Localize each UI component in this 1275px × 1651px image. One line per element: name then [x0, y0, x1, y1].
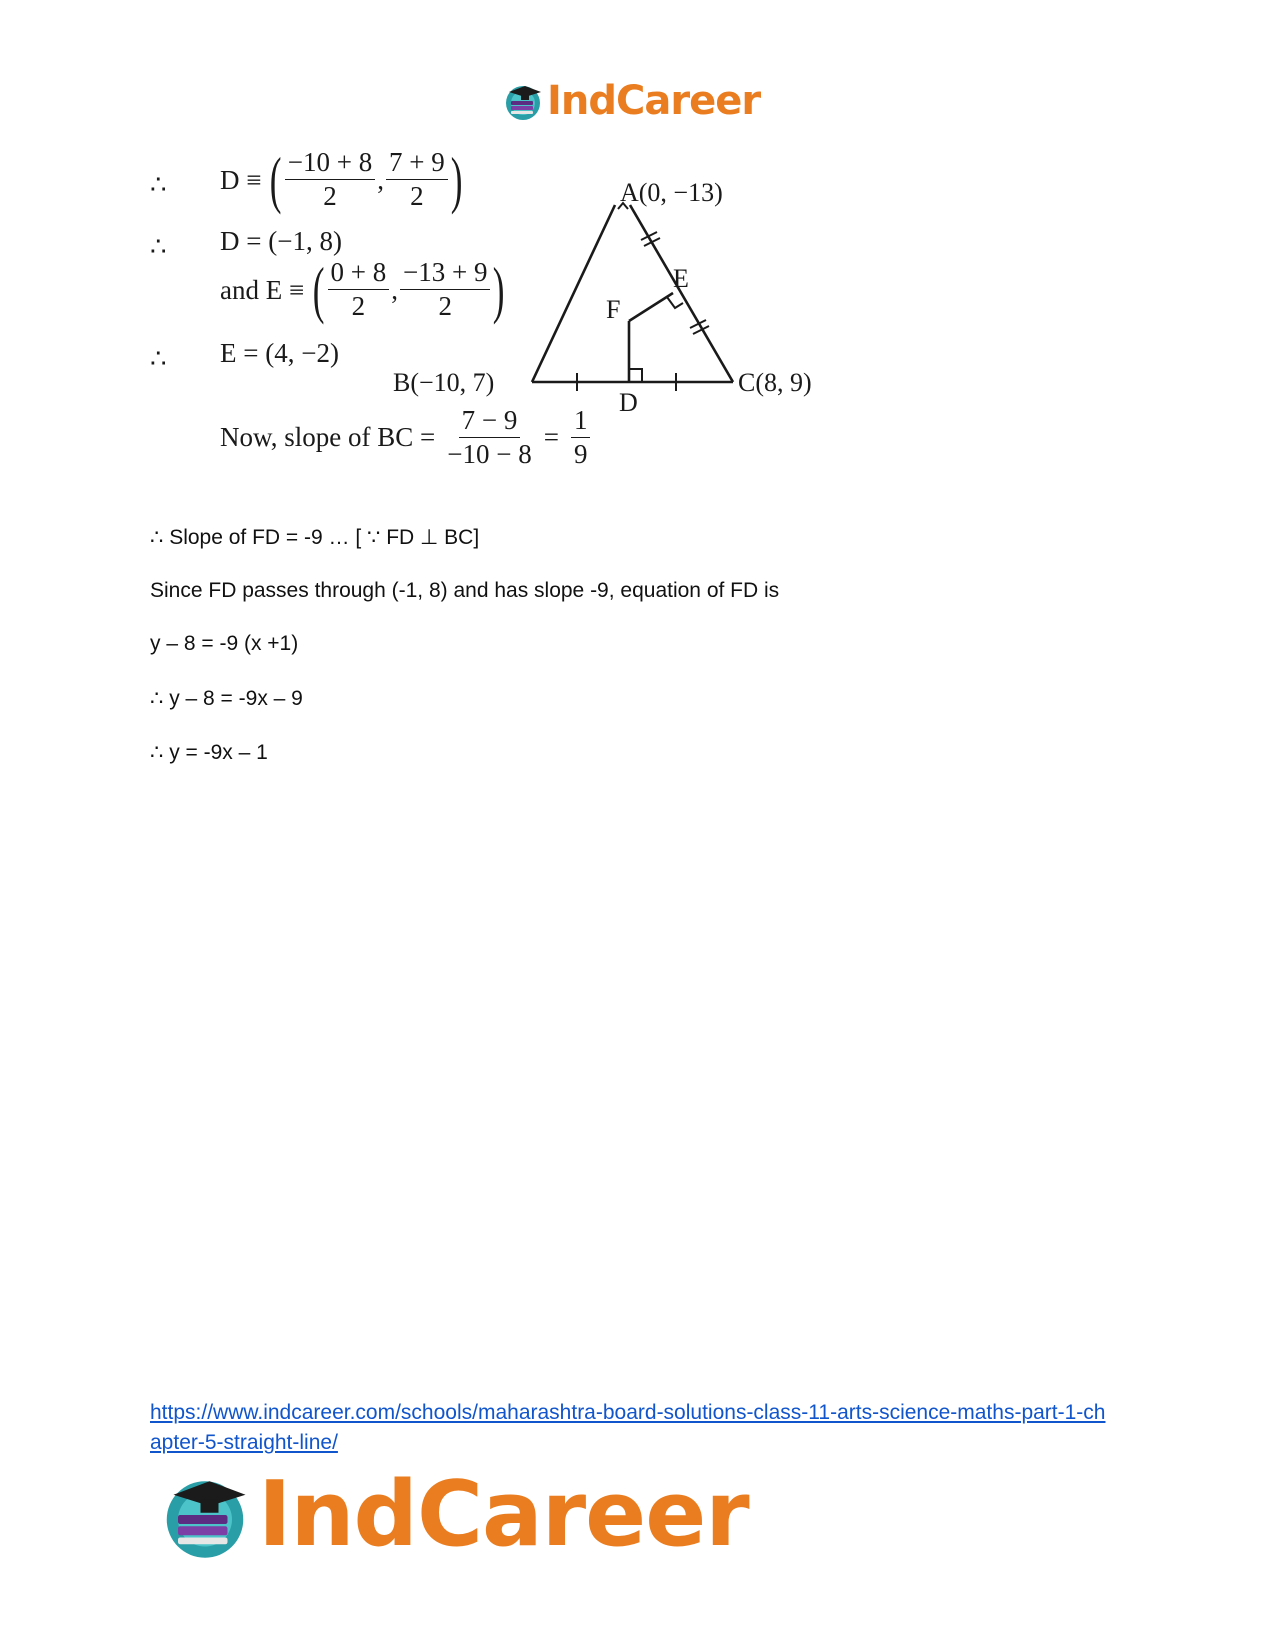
- numerator: 0 + 8: [328, 258, 390, 290]
- equation-line-3: ∴ y = -9x – 1: [150, 741, 268, 764]
- logo-globe-icon: [160, 1470, 250, 1560]
- denominator: 2: [438, 291, 452, 321]
- logo-globe-icon: [503, 81, 543, 121]
- fd-passes-line: Since FD passes through (-1, 8) and has slope -9, equation of FD is: [150, 579, 780, 602]
- slope-bc-label: Now, slope of BC =: [220, 422, 436, 453]
- source-link[interactable]: https://www.indcareer.com/schools/maharashtra-board-solutions-class-11-arts-science-maths-part-1-chapter-5-straight-line/: [150, 1401, 1106, 1454]
- e-result: [220, 338, 339, 369]
- denominator: 2: [323, 181, 337, 211]
- triangle-diagram: [393, 175, 845, 425]
- numerator: 7 + 9: [386, 148, 448, 180]
- footer-logo: [160, 1462, 749, 1567]
- fraction: [328, 258, 390, 321]
- midpoint-e-formula: and E ≡ ( $\frac{0 + 8}{2}$ , $\frac{-13 + 9}{2}$ ): [220, 254, 506, 325]
- midpoint-d-formula: D ≡ ( $\frac{-10 + 8}{2}$ , $\frac{7 + 9}{2}$ ): [220, 144, 463, 215]
- logo-wordmark: IndCareer: [258, 1462, 749, 1567]
- e-equiv-label: and E ≡: [220, 274, 305, 305]
- denominator: 9: [573, 438, 588, 469]
- label-f: F: [606, 295, 621, 324]
- label-d: D: [619, 388, 638, 417]
- equation-line-2: ∴ y – 8 = -9x – 9: [150, 687, 303, 710]
- denominator: −10 − 8: [447, 438, 532, 469]
- segment-fe: [629, 293, 673, 321]
- right-angle-d: [629, 369, 642, 382]
- side-ac: [630, 205, 733, 382]
- e-result-text: E = (4, −2): [220, 338, 339, 368]
- label-e: E: [673, 264, 689, 293]
- comma: ,: [377, 164, 385, 195]
- therefore-symbol: ∴: [150, 170, 167, 199]
- right-angle-e: [667, 297, 683, 308]
- label-c: C(8, 9): [738, 368, 812, 397]
- denominator: 2: [351, 291, 366, 321]
- logo-wordmark: IndCareer: [547, 78, 761, 124]
- numerator: −10 + 8: [285, 148, 375, 180]
- comma: ,: [391, 274, 399, 305]
- equation-line-1: y – 8 = -9 (x +1): [150, 632, 299, 655]
- numerator: −13 + 9: [400, 258, 490, 290]
- numerator: 1: [571, 406, 591, 438]
- therefore-symbol: ∴: [150, 344, 167, 373]
- fraction: [285, 148, 375, 211]
- equals: =: [543, 422, 559, 453]
- numerator: 7 − 9: [459, 406, 521, 438]
- side-ab: [532, 205, 615, 382]
- d-result: [220, 226, 342, 257]
- denominator: 2: [410, 181, 424, 211]
- d-result-text: D = (−1, 8): [220, 226, 342, 256]
- d-equiv-label: D ≡: [220, 164, 262, 195]
- label-b: B(−10, 7): [393, 368, 495, 397]
- label-a: A(0, −13): [620, 178, 723, 207]
- therefore-symbol: ∴: [150, 232, 167, 261]
- header-logo: [503, 78, 760, 124]
- slope-fd-line: ∴ Slope of FD = -9 … [ ∵ FD ⊥ BC]: [150, 526, 480, 549]
